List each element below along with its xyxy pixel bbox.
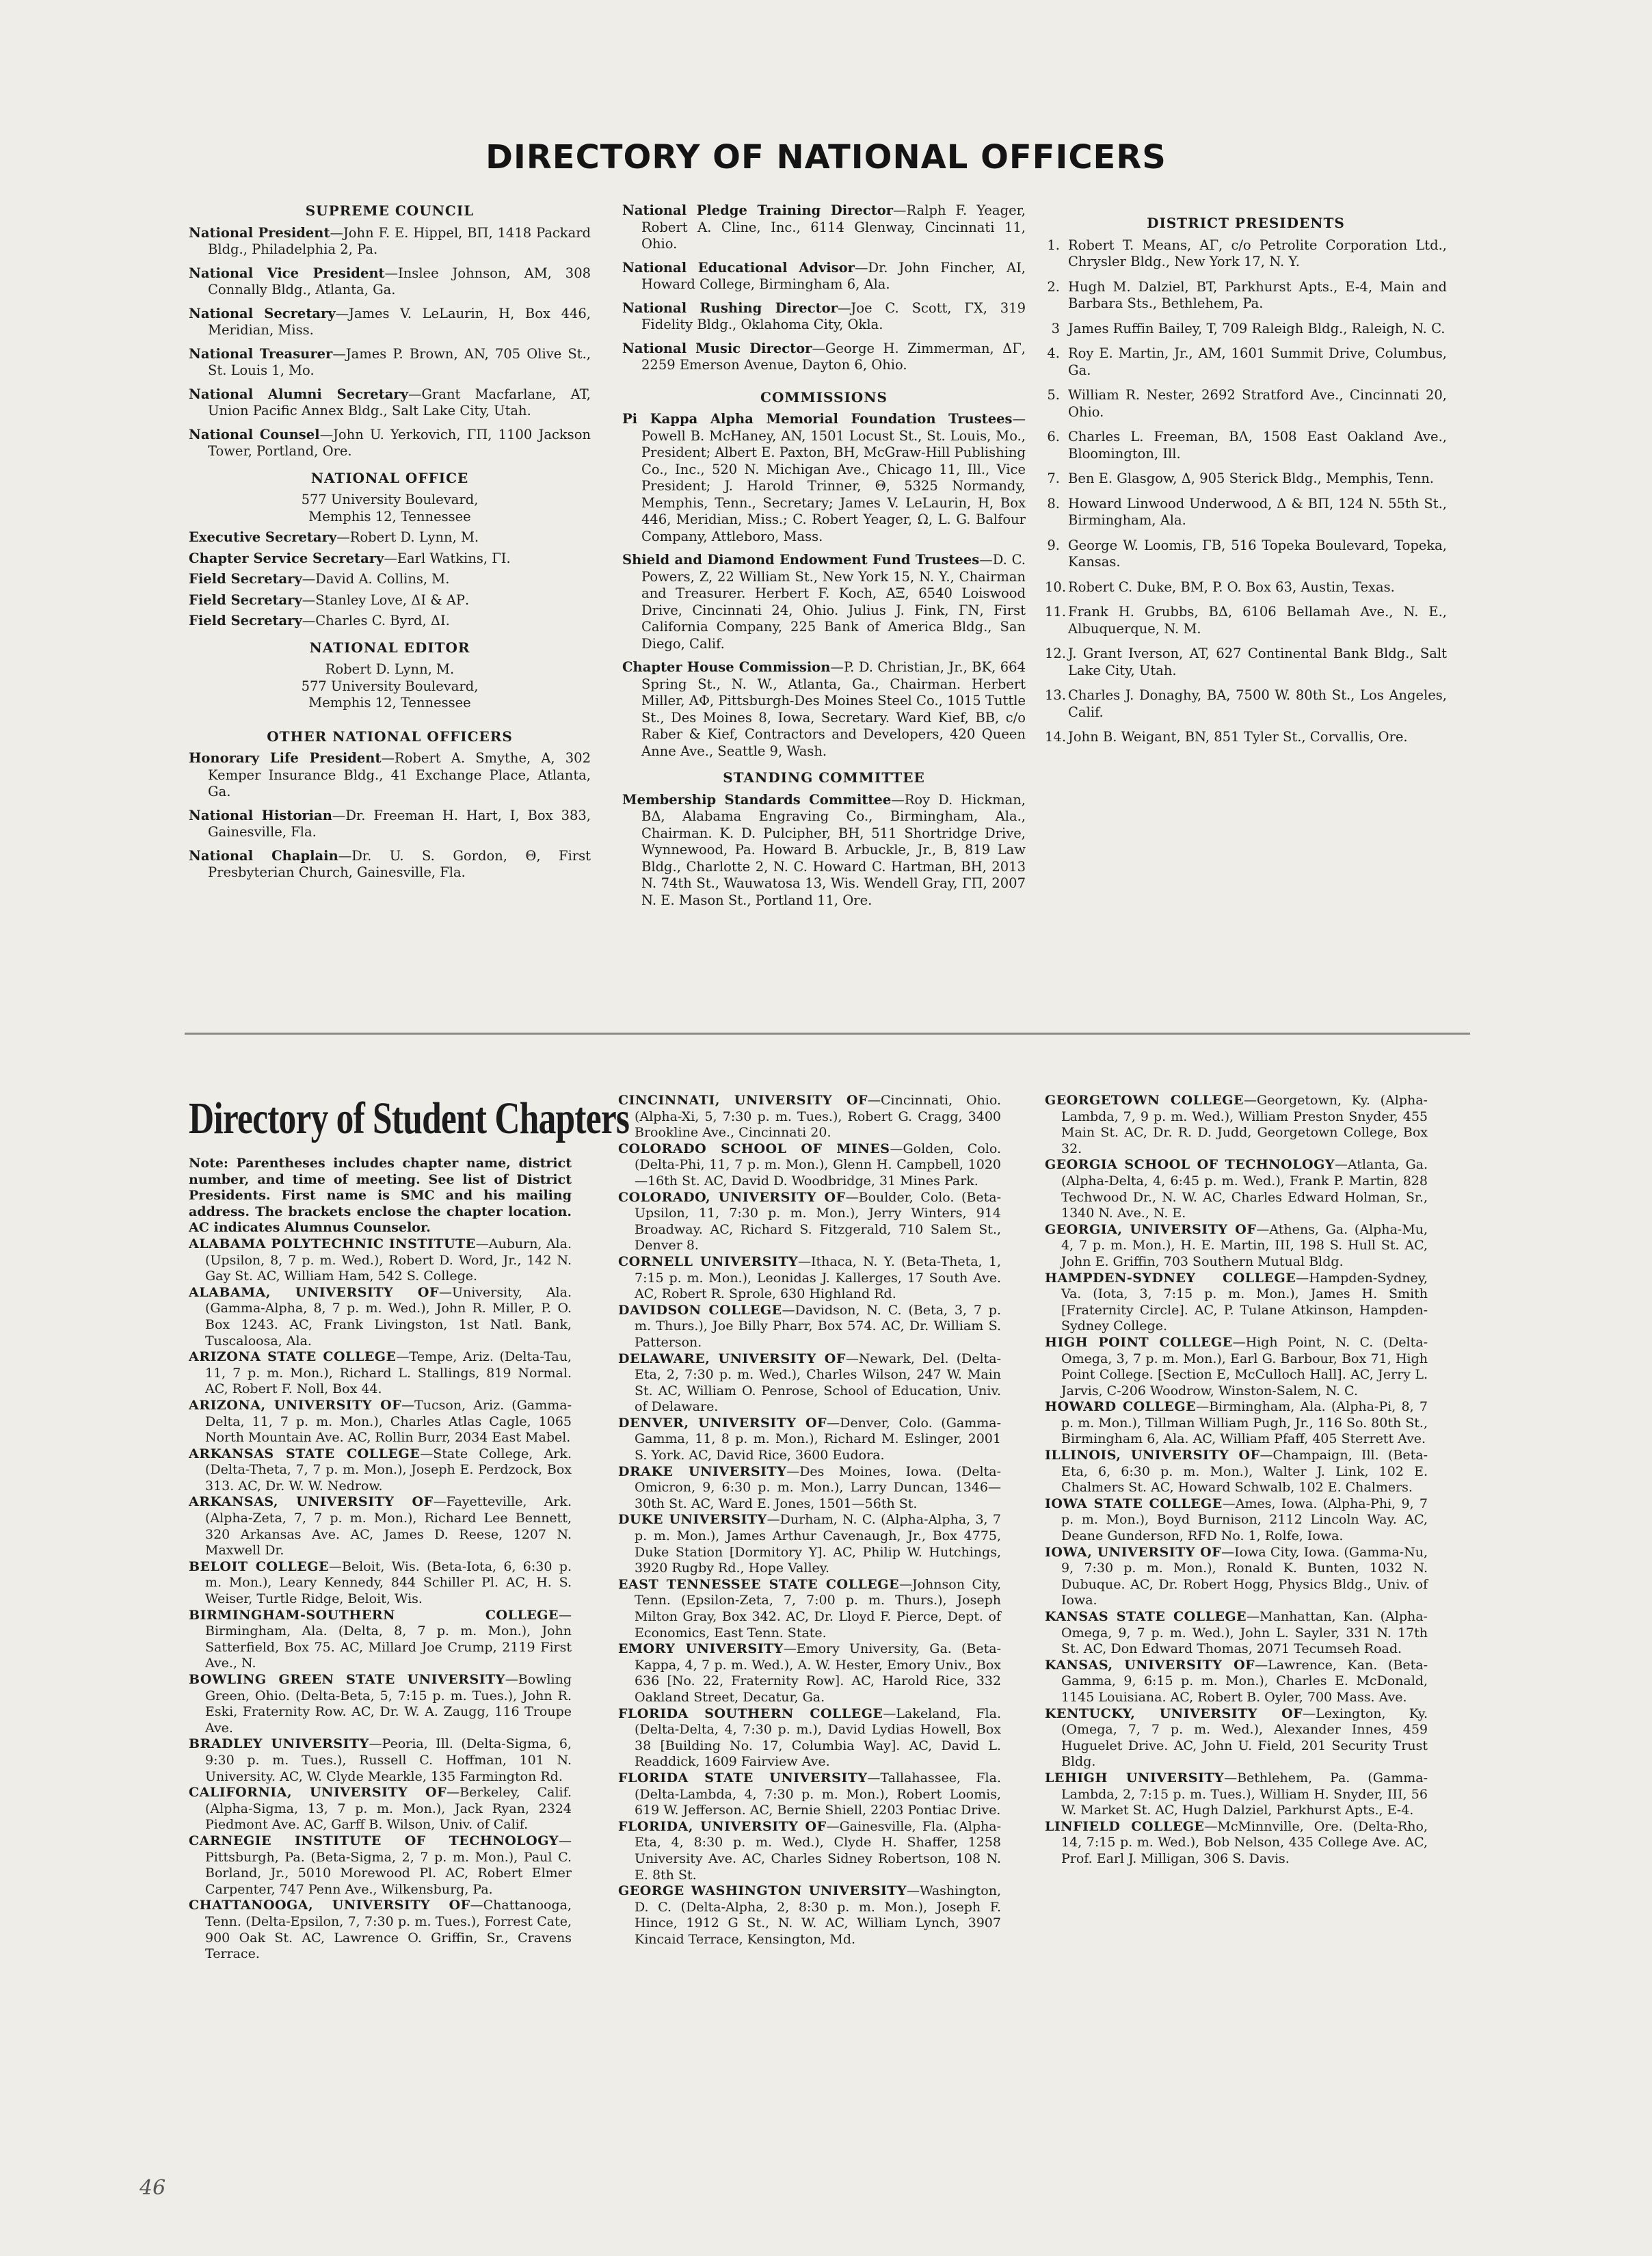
- district-president-item: [1045, 345, 1447, 379]
- officer-details: —Robert A. Smythe, A, 302 Kemper Insurance Bldg., 41 Exchange Place, Atlanta, Ga.: [208, 750, 591, 799]
- officer-details: —Earl Watkins, ΓΙ.: [384, 550, 511, 566]
- chapter-name: GEORGETOWN COLLEGE: [1045, 1093, 1244, 1108]
- officer-entry: [189, 750, 591, 801]
- chapter-entry: [1045, 1658, 1428, 1706]
- chapter-entry: [1045, 1399, 1428, 1448]
- officer-details: —Dr. U. S. Gordon, Θ, First Presbyterian Church, Gainesville, Fla.: [208, 847, 591, 880]
- chapter-name: DAVIDSON COLLEGE: [618, 1302, 782, 1318]
- chapter-entry: [618, 1512, 1001, 1576]
- officer-entry: [189, 225, 591, 258]
- district-president-item: [1045, 687, 1447, 721]
- chapter-entry: [618, 1416, 1001, 1464]
- officer-details: —Ralph F. Yeager, Robert A. Cline, Inc., 6114 Glenway, Cincinnati 11, Ohio.: [641, 202, 1026, 252]
- section-heading-other-officers: OTHER NATIONAL OFFICERS: [267, 728, 513, 745]
- district-president-details: Frank H. Grubbs, BΔ, 6106 Bellamah Ave., N. E., Albuquerque, N. M.: [1068, 604, 1447, 637]
- chapter-name: CINCINNATI, UNIVERSITY OF: [618, 1093, 868, 1108]
- district-president-details: George W. Loomis, ΓΒ, 516 Topeka Boulevard, Topeka, Kansas.: [1068, 537, 1447, 570]
- officer-details: —George H. Zimmerman, ΔΓ, 2259 Emerson Avenue, Dayton 6, Ohio.: [641, 340, 1026, 373]
- chapter-details: —State College, Ark. (Delta-Theta, 7, 7 p. m. Mon.), Joseph E. Perdzock, Box 313. AC, Dr. W. W. Nedrow.: [205, 1446, 572, 1494]
- officer-entry: [622, 792, 1026, 910]
- officer-role: Chapter Service Secretary: [189, 550, 384, 566]
- district-president-item: [1045, 729, 1447, 746]
- chapters-column-3: [1045, 1093, 1428, 1868]
- section-heading-standing-committee: STANDING COMMITTEE: [723, 769, 925, 786]
- district-president-details: Ben E. Glasgow, Δ, 905 Sterick Bldg., Memphis, Tenn.: [1068, 470, 1434, 486]
- district-president-details: Charles L. Freeman, BΛ, 1508 East Oakland Ave., Bloomington, Ill.: [1068, 429, 1447, 462]
- officer-details: —Joe C. Scott, ΓΧ, 319 Fidelity Bldg., Oklahoma City, Okla.: [641, 300, 1026, 332]
- officer-role: Pi Kappa Alpha Memorial Foundation Trustees: [622, 411, 1013, 427]
- standing-committee-list: [622, 792, 1026, 910]
- chapter-entry: [1045, 1222, 1428, 1271]
- chapter-details: —Gainesville, Fla. (Alpha-Eta, 4, 8:30 p. m. Wed.), Clyde H. Shaffer, 1258 University Ave. AC, Charles Sidney Robertson, 108 N. E. 8th St.: [635, 1818, 1001, 1883]
- district-president-item: [1045, 538, 1447, 571]
- chapter-entry: [618, 1641, 1001, 1706]
- district-president-details: John B. Weigant, BN, 851 Tyler St., Corvallis, Ore.: [1068, 729, 1408, 745]
- officer-role: Executive Secretary: [189, 529, 337, 545]
- officer-role: Field Secretary: [189, 613, 302, 628]
- chapter-name: ILLINOIS, UNIVERSITY OF: [1045, 1448, 1260, 1463]
- editor-address-2: Memphis 12, Tennessee: [308, 695, 471, 711]
- chapter-entry: [1045, 1496, 1428, 1545]
- chapter-entry: [1045, 1545, 1428, 1609]
- chapter-name: DELAWARE, UNIVERSITY OF: [618, 1351, 846, 1366]
- chapter-details: —Davidson, N. C. (Beta, 3, 7 p. m. Thurs.), Joe Billy Pharr, Box 574. AC, Dr. William S. Patterson.: [635, 1302, 1001, 1350]
- district-president-details: J. Grant Iverson, AT, 627 Continental Bank Bldg., Salt Lake City, Utah.: [1068, 646, 1447, 678]
- chapter-details: —Johnson City, Tenn. (Epsilon-Zeta, 7, 7:00 p. m. Thurs.), Joseph Milton Gray, Box 342. AC, Dr. Lloyd F. Pierce, Dept. of Economics, East Tenn. State.: [635, 1576, 1001, 1641]
- section-heading-commissions: COMMISSIONS: [760, 388, 888, 406]
- district-number: 13.: [1045, 687, 1067, 703]
- student-chapters-title: Directory of Student Chapters: [189, 1093, 630, 1143]
- national-office-address-1: 577 University Boulevard,: [301, 492, 479, 507]
- district-number: 6.: [1047, 429, 1060, 444]
- chapter-details: —Athens, Ga. (Alpha-Mu, 4, 7 p. m. Mon.), H. E. Martin, III, 198 S. Hull St. AC, John E. Griffin, 703 Southern Mutual Bldg.: [1061, 1221, 1428, 1269]
- officer-role: National Vice President: [189, 265, 385, 281]
- chapter-details: —Atlanta, Ga. (Alpha-Delta, 4, 6:45 p. m. Wed.), Frank P. Martin, 828 Techwood Dr., N. W. AC, Charles Edward Holman, Sr., 1340 N. Ave., N. E.: [1061, 1157, 1428, 1221]
- chapter-details: —Birmingham, Ala. (Delta, 8, 7 p. m. Mon.), John Satterfield, Box 75. AC, Millard Joe Crump, 2119 First Ave., N.: [205, 1607, 572, 1671]
- district-president-details: Howard Linwood Underwood, Δ & BΠ, 124 N. 55th St., Birmingham, Ala.: [1068, 495, 1447, 528]
- officer-entry: [189, 808, 591, 841]
- chapter-details: —Beloit, Wis. (Beta-Iota, 6, 6:30 p. m. Mon.), Leary Kennedy, 844 Schiller Pl. AC, H. S. Weiser, Turtle Ridge, Beloit, Wis.: [205, 1558, 572, 1607]
- page-title: DIRECTORY OF NATIONAL OFFICERS: [485, 138, 1167, 176]
- district-president-item: [1045, 429, 1447, 462]
- district-president-item: [1045, 237, 1447, 271]
- chapter-details: —McMinnville, Ore. (Delta-Rho, 14, 7:15 p. m. Wed.), Bob Nelson, 435 College Ave. AC, Prof. Earl J. Milligan, 306 S. Davis.: [1061, 1818, 1428, 1866]
- chapter-entry: [618, 1303, 1001, 1351]
- chapter-entry: [618, 1141, 1001, 1190]
- chapter-entry: [189, 1349, 572, 1398]
- district-number: 12.: [1045, 646, 1067, 661]
- chapter-details: —Cincinnati, Ohio. (Alpha-Xi, 5, 7:30 p. m. Tues.), Robert G. Cragg, 3400 Brookline Ave., Cincinnati 20.: [635, 1093, 1001, 1141]
- chapter-details: —Lawrence, Kan. (Beta-Gamma, 9, 6:15 p. m. Mon.), Charles E. McDonald, 1145 Louisiana. AC, Robert B. Oyler, 700 Mass. Ave.: [1061, 1657, 1428, 1705]
- officer-entry: [622, 552, 1026, 652]
- chapter-name: CORNELL UNIVERSITY: [618, 1253, 799, 1269]
- district-number: 4.: [1047, 345, 1060, 361]
- commissions-list: [622, 411, 1026, 760]
- chapter-name: BIRMINGHAM-SOUTHERN COLLEGE: [189, 1607, 559, 1623]
- chapter-entry: [618, 1093, 1001, 1141]
- section-heading-national-editor: NATIONAL EDITOR: [309, 639, 470, 656]
- officer-role: National Educational Advisor: [622, 259, 855, 276]
- officer-details: —Inslee Johnson, AM, 308 Connally Bldg., Atlanta, Ga.: [208, 265, 591, 297]
- officer-entry: [189, 427, 591, 460]
- chapter-name: KANSAS STATE COLLEGE: [1045, 1609, 1247, 1624]
- chapter-entry: [1045, 1770, 1428, 1819]
- officer-details: —Charles C. Byrd, ΔΙ.: [302, 613, 450, 628]
- chapter-name: GEORGE WASHINGTON UNIVERSITY: [618, 1883, 907, 1899]
- district-number: 2.: [1047, 278, 1060, 295]
- officer-details: —John F. E. Hippel, BΠ, 1418 Packard Bldg., Philadelphia 2, Pa.: [208, 224, 591, 257]
- officer-role: National Chaplain: [189, 847, 338, 864]
- district-number: 5.: [1047, 387, 1060, 403]
- chapter-details: —Pittsburgh, Pa. (Beta-Sigma, 2, 7 p. m. Mon.), Paul C. Borland, Jr., 5010 Morewood Pl. AC, Robert Elmer Carpenter, 747 Penn Ave., Wilkensburg, Pa.: [205, 1833, 572, 1897]
- chapter-entry: [1045, 1448, 1428, 1496]
- chapter-details: —Iowa City, Iowa. (Gamma-Nu, 9, 7:30 p. m. Mon.), Ronald K. Bunten, 1032 N. Dubuque. AC, Dr. Robert Hogg, Physics Bldg., Univ. of Iowa.: [1061, 1544, 1428, 1608]
- district-president-item: [1045, 604, 1447, 637]
- chapter-entry: [618, 1190, 1001, 1254]
- officer-entry: [189, 848, 591, 881]
- chapter-entry: [1045, 1271, 1428, 1335]
- officer-entry: [189, 306, 591, 339]
- officer-details: —James V. LeLaurin, H, Box 446, Meridian, Miss.: [208, 305, 591, 338]
- district-number: 3: [1051, 320, 1060, 336]
- district-president-item: [1045, 470, 1447, 488]
- chapter-name: GEORGIA, UNIVERSITY OF: [1045, 1221, 1257, 1237]
- chapter-details: —Champaign, Ill. (Beta-Eta, 6, 6:30 p. m. Mon.), Walter J. Link, 102 E. Chalmers St. AC, Howard Schwalb, 102 E. Chalmers.: [1061, 1448, 1428, 1496]
- officer-entry: [622, 260, 1026, 293]
- chapter-details: —Bethlehem, Pa. (Gamma-Lambda, 2, 7:15 p. m. Tues.), William H. Snyder, III, 56 W. Market St. AC, Hugh Dalziel, Parkhurst Apts., E-4.: [1061, 1770, 1428, 1818]
- officer-role: Membership Standards Committee: [622, 791, 892, 808]
- chapter-name: ALABAMA POLYTECHNIC INSTITUTE: [189, 1236, 476, 1251]
- officer-entry: [622, 659, 1026, 760]
- chapter-name: COLORADO SCHOOL OF MINES: [618, 1141, 890, 1156]
- chapter-name: EMORY UNIVERSITY: [618, 1641, 784, 1657]
- chapter-details: —Denver, Colo. (Gamma-Gamma, 11, 8 p. m. Mon.), Richard M. Eslinger, 2001 S. York. AC, David Rice, 3600 Eudora.: [635, 1415, 1002, 1463]
- officer-role: National Treasurer: [189, 345, 333, 362]
- chapter-name: LEHIGH UNIVERSITY: [1045, 1770, 1225, 1786]
- district-presidents-list: [1045, 237, 1447, 746]
- officer-entry: [622, 202, 1026, 253]
- chapter-entry: [618, 1883, 1001, 1948]
- officer-details: —P. D. Christian, Jr., BK, 664 Spring St., N. W., Atlanta, Ga., Chairman. Herbert Miller, ΑΦ, Pittsburgh-Des Moines Steel Co., 1015 Tuttle St., Des Moines 8, Iowa, Secretary. Ward Kief, BB, c/o Raber & Kief, Contractors and Developers, 420 Queen Anne Ave., Seattle 9, Wash.: [641, 659, 1026, 759]
- district-president-details: Robert T. Means, ΑΓ, c/o Petrolite Corporation Ltd., Chrysler Bldg., New York 17, N. Y.: [1068, 237, 1447, 269]
- officer-role: National Historian: [189, 807, 332, 823]
- officer-details: —Grant Macfarlane, AT, Union Pacific Annex Bldg., Salt Lake City, Utah.: [208, 386, 591, 419]
- chapter-name: BOWLING GREEN STATE UNIVERSITY: [189, 1672, 505, 1687]
- district-president-details: Robert C. Duke, BM, P. O. Box 63, Austin, Texas.: [1068, 579, 1395, 595]
- officer-role: Field Secretary: [189, 571, 302, 587]
- chapter-name: HIGH POINT COLLEGE: [1045, 1334, 1233, 1350]
- chapter-name: ARIZONA STATE COLLEGE: [189, 1349, 397, 1365]
- chapter-details: —Lakeland, Fla. (Delta-Delta, 4, 7:30 p. m.), David Lydias Howell, Box 38 [Building No. 17, Columbia Way]. AC, David L. Readdick, 1609 Fairview Ave.: [635, 1706, 1001, 1770]
- district-president-item: [1045, 279, 1447, 313]
- chapter-entry: [1045, 1157, 1428, 1221]
- chapter-details: —Lexington, Ky. (Omega, 7, 7 p. m. Wed.), Alexander Innes, 459 Huguelet Drive. AC, John U. Field, 201 Security Trust Bldg.: [1061, 1706, 1428, 1770]
- district-number: 11.: [1045, 604, 1067, 620]
- district-president-details: William R. Nester, 2692 Stratford Ave., Cincinnati 20, Ohio.: [1068, 387, 1447, 420]
- chapter-details: —Tempe, Ariz. (Delta-Tau, 11, 7 p. m. Mon.), Richard L. Stallings, 819 Normal. AC, Robert F. Noll, Box 44.: [205, 1349, 572, 1397]
- chapter-name: IOWA STATE COLLEGE: [1045, 1496, 1223, 1511]
- officer-details: —Dr. Freeman H. Hart, I, Box 383, Gainesville, Fla.: [208, 807, 591, 840]
- chapter-details: —Tallahassee, Fla. (Delta-Lambda, 4, 7:30 p. m. Mon.), Robert Loomis, 619 W. Jefferson. AC, Bernie Shiell, 2203 Pontiac Drive.: [635, 1770, 1001, 1818]
- chapter-details: —Manhattan, Kan. (Alpha-Omega, 9, 7 p. m. Wed.), John L. Sayler, 331 N. 17th St. AC, Don Edward Thomas, 2071 Tecumseh Road.: [1061, 1609, 1428, 1657]
- chapters-column-1: [189, 1093, 630, 1963]
- chapter-name: EAST TENNESSEE STATE COLLEGE: [618, 1576, 899, 1592]
- chapter-name: ALABAMA, UNIVERSITY OF: [189, 1284, 439, 1300]
- officer-details: —David A. Collins, M.: [302, 571, 450, 587]
- district-number: 7.: [1047, 470, 1060, 486]
- chapter-details: —Washington, D. C. (Delta-Alpha, 2, 8:30 p. m. Mon.), Joseph F. Hince, 1912 G St., N. W. AC, William Lynch, 3907 Kincaid Terrace, Kensington, Md.: [635, 1883, 1001, 1947]
- chapter-entry: [189, 1236, 572, 1285]
- chapter-name: DUKE UNIVERSITY: [618, 1512, 767, 1528]
- officer-entry: [189, 346, 591, 380]
- district-president-details: James Ruffin Bailey, T, 709 Raleigh Bldg., Raleigh, N. C.: [1068, 320, 1446, 336]
- district-president-details: Charles J. Donaghy, BA, 7500 W. 80th St., Los Angeles, Calif.: [1068, 687, 1447, 720]
- chapter-name: CHATTANOOGA, UNIVERSITY OF: [189, 1898, 470, 1913]
- district-number: 8.: [1047, 495, 1060, 512]
- district-number: 9.: [1047, 537, 1060, 553]
- chapter-entry: [189, 1736, 572, 1785]
- chapter-details: —Newark, Del. (Delta-Eta, 2, 7:30 p. m. Wed.), Charles Wilson, 247 W. Main St. AC, William O. Penrose, School of Education, Univ. of Delaware.: [635, 1351, 1001, 1415]
- chapter-details: —Ithaca, N. Y. (Beta-Theta, 1, 7:15 p. m. Mon.), Leonidas J. Kallerges, 17 South Ave. AC, Robert R. Sprole, 630 Highland Rd.: [635, 1253, 1001, 1302]
- district-president-details: Roy E. Martin, Jr., AM, 1601 Summit Drive, Columbus, Ga.: [1068, 345, 1447, 378]
- chapter-name: KANSAS, UNIVERSITY OF: [1045, 1657, 1255, 1673]
- district-president-item: [1045, 387, 1447, 421]
- chapter-entry: [618, 1254, 1001, 1303]
- editor-name: Robert D. Lynn, M.: [325, 661, 455, 677]
- district-president-item: [1045, 646, 1447, 679]
- directors-list: [622, 202, 1026, 374]
- district-president-item: [1045, 579, 1447, 596]
- section-heading-district-presidents: DISTRICT PRESIDENTS: [1147, 215, 1345, 231]
- chapter-entry: [189, 1446, 572, 1495]
- officer-details: —D. C. Powers, Z, 22 William St., New York 15, N. Y., Chairman and Treasurer. Herbert F. Koch, ΑΞ, 6540 Loiswood Drive, Cincinnati 24, Ohio. Julius J. Fink, ΓΝ, First California Company, 225 Bank of America Bldg., San Diego, Calif.: [641, 552, 1026, 652]
- chapter-entry: [189, 1785, 572, 1833]
- officer-entry: [622, 341, 1026, 374]
- officer-entry: [189, 550, 591, 568]
- chapter-entry: [1045, 1335, 1428, 1399]
- chapter-name: CARNEGIE INSTITUTE OF TECHNOLOGY: [189, 1833, 559, 1848]
- district-number: 14.: [1045, 729, 1067, 745]
- national-office-address-2: Memphis 12, Tennessee: [308, 508, 471, 525]
- section-heading-national-office: NATIONAL OFFICE: [310, 469, 469, 486]
- chapter-details: —University, Ala. (Gamma-Alpha, 8, 7 p. m. Wed.), John R. Miller, P. O. Box 1243. AC, Frank Livingston, 1st Natl. Bank, Tuscaloosa, Ala.: [205, 1284, 572, 1349]
- chapter-entry: [1045, 1706, 1428, 1770]
- chapter-details: —Chattanooga, Tenn. (Delta-Epsilon, 7, 7:30 p. m. Tues.), Forrest Cate, 900 Oak St. AC, Lawrence O. Griffin, Sr., Cravens Terrace.: [205, 1898, 572, 1962]
- national-office-list: [189, 529, 591, 630]
- chapter-details: —Berkeley, Calif. (Alpha-Sigma, 13, 7 p. m. Mon.), Jack Ryan, 2324 Piedmont Ave. AC, Garff B. Wilson, Univ. of Calif.: [205, 1785, 572, 1833]
- chapter-details: —Ames, Iowa. (Alpha-Phi, 9, 7 p. m. Mon.), Boyd Burnison, 2112 Lincoln Way. AC, Deane Gunderson, RFD No. 1, Rolfe, Iowa.: [1061, 1496, 1428, 1544]
- chapter-name: ARKANSAS, UNIVERSITY OF: [189, 1494, 434, 1510]
- officer-role: National Music Director: [622, 340, 812, 356]
- chapter-name: BRADLEY UNIVERSITY: [189, 1736, 369, 1752]
- chapter-details: —Hampden-Sydney, Va. (Iota, 3, 7:15 p. m. Mon.), James H. Smith [Fraternity Circle]. AC, P. Tulane Atkinson, Hampden-Sydney College.: [1061, 1270, 1428, 1334]
- editor-address-1: 577 University Boulevard,: [301, 678, 479, 694]
- district-president-details: Hugh M. Dalziel, BT, Parkhurst Apts., E-4, Main and Barbara Sts., Bethlehem, Pa.: [1068, 278, 1447, 311]
- chapter-entry: [1045, 1093, 1428, 1157]
- chapter-name: FLORIDA STATE UNIVERSITY: [618, 1770, 868, 1786]
- chapter-name: IOWA, UNIVERSITY OF: [1045, 1544, 1222, 1560]
- chapter-entry: [1045, 1609, 1428, 1658]
- district-president-item: [1045, 321, 1447, 338]
- chapter-entry: [189, 1898, 572, 1962]
- officer-role: National Secretary: [189, 305, 336, 321]
- officers-column-1: [189, 202, 591, 888]
- chapters-list-1: [189, 1236, 572, 1963]
- officer-role: Field Secretary: [189, 592, 302, 608]
- officer-role: Chapter House Commission: [622, 659, 831, 675]
- chapter-entry: [189, 1672, 572, 1736]
- officer-details: —Stanley Love, ΔΙ & ΑΡ.: [302, 592, 470, 608]
- chapter-entry: [189, 1494, 572, 1558]
- chapter-name: FLORIDA SOUTHERN COLLEGE: [618, 1706, 883, 1721]
- chapter-entry: [189, 1833, 572, 1898]
- chapter-details: —Bowling Green, Ohio. (Delta-Beta, 5, 7:15 p. m. Tues.), John R. Eski, Fraternity Row. AC, Dr. W. A. Zaugg, 116 Troupe Ave.: [205, 1672, 572, 1736]
- chapter-entry: [189, 1285, 572, 1349]
- chapter-details: —Des Moines, Iowa. (Delta-Omicron, 9, 6:30 p. m. Mon.), Larry Duncan, 1346—30th St. AC, Ward E. Jones, 1501—56th St.: [635, 1463, 1001, 1511]
- chapter-name: HAMPDEN-SYDNEY COLLEGE: [1045, 1270, 1296, 1286]
- chapter-details: —Boulder, Colo. (Beta-Upsilon, 11, 7:30 p. m. Mon.), Jerry Winters, 914 Broadway. AC, Richard S. Fitzgerald, 710 Salem St., Denver 8.: [635, 1189, 1001, 1253]
- officer-entry: [622, 300, 1026, 334]
- chapter-entry: [618, 1706, 1001, 1770]
- officer-entry: [189, 265, 591, 299]
- chapter-entry: [189, 1559, 572, 1608]
- chapter-details: —Georgetown, Ky. (Alpha-Lambda, 7, 9 p. m. Wed.), William Preston Snyder, 455 Main St. AC, Dr. R. D. Judd, Georgetown College, Box 32.: [1061, 1093, 1428, 1156]
- supreme-council-list: [189, 225, 591, 460]
- officer-entry: [622, 411, 1026, 545]
- officer-details: —Robert D. Lynn, M.: [336, 529, 479, 545]
- chapter-name: DENVER, UNIVERSITY OF: [618, 1415, 827, 1431]
- officer-role: National President: [189, 224, 330, 241]
- officer-role: National Alumni Secretary: [189, 386, 408, 402]
- officers-column-3: [1045, 205, 1447, 754]
- officer-details: —Powell B. McHaney, AN, 1501 Locust St., St. Louis, Mo., President; Albert E. Paxton, BH, McGraw-Hill Publishing Co., Inc., 520 N. Michigan Ave., Chicago 11, Ill., Vice President; J. Harold Trinner, Θ, 5325 Normandy, Memphis, Tenn., Secretary; James V. LeLaurin, H, Box 446, Meridian, Miss.; C. Robert Yeager, Ω, L. G. Balfour Company, Attleboro, Mass.: [641, 411, 1026, 544]
- chapter-entry: [1045, 1819, 1428, 1868]
- chapter-details: —Tucson, Ariz. (Gamma-Delta, 11, 7 p. m. Mon.), Charles Atlas Cagle, 1065 North Mountain Ave. AC, Rollin Burr, 2034 East Mabel.: [205, 1397, 572, 1446]
- chapter-details: —Golden, Colo. (Delta-Phi, 11, 7 p. m. Mon.), Glenn H. Campbell, 1020—16th St. AC, David D. Woodbridge, 31 Mines Park.: [635, 1141, 1001, 1189]
- officer-details: —James P. Brown, AN, 705 Olive St., St. Louis 1, Mo.: [208, 345, 591, 378]
- chapter-entry: [618, 1464, 1001, 1513]
- officer-entry: [189, 529, 591, 546]
- chapter-entry: [618, 1351, 1001, 1416]
- chapter-name: LINFIELD COLLEGE: [1045, 1818, 1205, 1834]
- district-president-item: [1045, 496, 1447, 529]
- chapter-entry: [618, 1770, 1001, 1819]
- chapter-entry: [618, 1819, 1001, 1883]
- officer-role: Honorary Life President: [189, 750, 382, 766]
- chapter-entry: [189, 1608, 572, 1672]
- chapter-name: KENTUCKY, UNIVERSITY OF: [1045, 1706, 1303, 1721]
- chapter-details: —Peoria, Ill. (Delta-Sigma, 6, 9:30 p. m. Tues.), Russell C. Hoffman, 101 N. University. AC, W. Clyde Mearkle, 135 Farmington Rd.: [205, 1736, 572, 1784]
- chapter-details: —Emory University, Ga. (Beta-Kappa, 4, 7 p. m. Wed.), A. W. Hester, Emory Univ., Box 636 [No. 22, Fraternity Row]. AC, Harold Rice, 332 Oakland Street, Decatur, Ga.: [635, 1641, 1001, 1705]
- officer-details: —Roy D. Hickman, BΔ, Alabama Engraving Co., Birmingham, Ala., Chairman. K. D. Pulcipher, BH, 511 Shortridge Drive, Wynnewood, Pa. Howard B. Arbuckle, Jr., B, 819 Law Bldg., Charlotte 2, N. C. Howard C. Hartman, BH, 2013 N. 74th St., Wauwatosa 13, Wis. Wendell Gray, ΓΠ, 2007 N. E. Mason St., Portland 11, Ore.: [641, 791, 1026, 908]
- chapter-details: —Auburn, Ala. (Upsilon, 8, 7 p. m. Wed.), Robert D. Word, Jr., 142 N. Gay St. AC, William Ham, 542 S. College.: [205, 1236, 572, 1284]
- chapter-name: ARIZONA, UNIVERSITY OF: [189, 1397, 402, 1413]
- officer-entry: [189, 613, 591, 630]
- chapter-name: CALIFORNIA, UNIVERSITY OF: [189, 1785, 447, 1801]
- chapters-list-3: [1045, 1093, 1428, 1868]
- chapter-name: COLORADO, UNIVERSITY OF: [618, 1189, 846, 1205]
- chapter-entry: [618, 1577, 1001, 1641]
- chapter-name: GEORGIA SCHOOL OF TECHNOLOGY: [1045, 1157, 1335, 1173]
- officer-role: National Rushing Director: [622, 300, 838, 316]
- chapter-details: —Durham, N. C. (Alpha-Alpha, 3, 7 p. m. Mon.), James Arthur Cavenaugh, Jr., Box 4775, Duke Station [Dormitory Y]. AC, Philip W. Hutchings, 3920 Rugby Rd., Hope Valley.: [635, 1512, 1002, 1576]
- district-number: 1.: [1047, 237, 1060, 253]
- officer-entry: [189, 571, 591, 588]
- page-number: 46: [139, 2176, 166, 2200]
- chapter-details: —Birmingham, Ala. (Alpha-Pi, 8, 7 p. m. Mon.), Tillman William Pugh, Jr., 116 So. 80th St., Birmingham 6, Ala. AC, William Pfaff, 405 Sterrett Ave.: [1061, 1399, 1428, 1447]
- chapter-name: HOWARD COLLEGE: [1045, 1399, 1197, 1415]
- chapter-name: FLORIDA, UNIVERSITY OF: [618, 1818, 827, 1834]
- chapters-list-2: [618, 1093, 1001, 1948]
- officer-role: Shield and Diamond Endowment Fund Trustees: [622, 552, 980, 568]
- officers-column-2: [622, 202, 1026, 916]
- chapters-note: Note: Parentheses includes chapter name, district number, and time of meeting. See list of District Presidents. First name is SMC and his mailing address. The brackets enclose the chapter location. AC indicates Alumnus Counselor.: [189, 1156, 572, 1236]
- chapter-details: —Fayetteville, Ark. (Alpha-Zeta, 7, 7 p. m. Mon.), Richard Lee Bennett, 320 Arkansas Ave. AC, James D. Reese, 1207 N. Maxwell Dr.: [205, 1494, 572, 1558]
- officer-entry: [189, 386, 591, 420]
- officer-details: —John U. Yerkovich, ΓΠ, 1100 Jackson Tower, Portland, Ore.: [208, 426, 591, 459]
- chapter-name: BELOIT COLLEGE: [189, 1558, 329, 1574]
- other-officers-list: [189, 750, 591, 881]
- section-divider: [185, 1033, 1470, 1035]
- chapter-entry: [189, 1398, 572, 1446]
- officer-role: National Pledge Training Director: [622, 202, 894, 218]
- officer-details: —Dr. John Fincher, AI, Howard College, Birmingham 6, Ala.: [641, 259, 1026, 292]
- chapter-details: —High Point, N. C. (Delta-Omega, 3, 7 p. m. Mon.), Earl G. Barbour, Box 71, High Point College. [Section E, McCulloch Hall]. AC, Jerry L. Jarvis, C-206 Woodrow, Winston-Salem, N. C.: [1061, 1334, 1428, 1398]
- section-heading-supreme-council: SUPREME COUNCIL: [305, 202, 475, 219]
- chapter-name: ARKANSAS STATE COLLEGE: [189, 1446, 421, 1461]
- chapter-name: DRAKE UNIVERSITY: [618, 1463, 787, 1479]
- officer-entry: [189, 592, 591, 609]
- chapters-column-2: [618, 1093, 1001, 1948]
- district-number: 10.: [1045, 579, 1067, 595]
- officer-role: National Counsel: [189, 426, 320, 442]
